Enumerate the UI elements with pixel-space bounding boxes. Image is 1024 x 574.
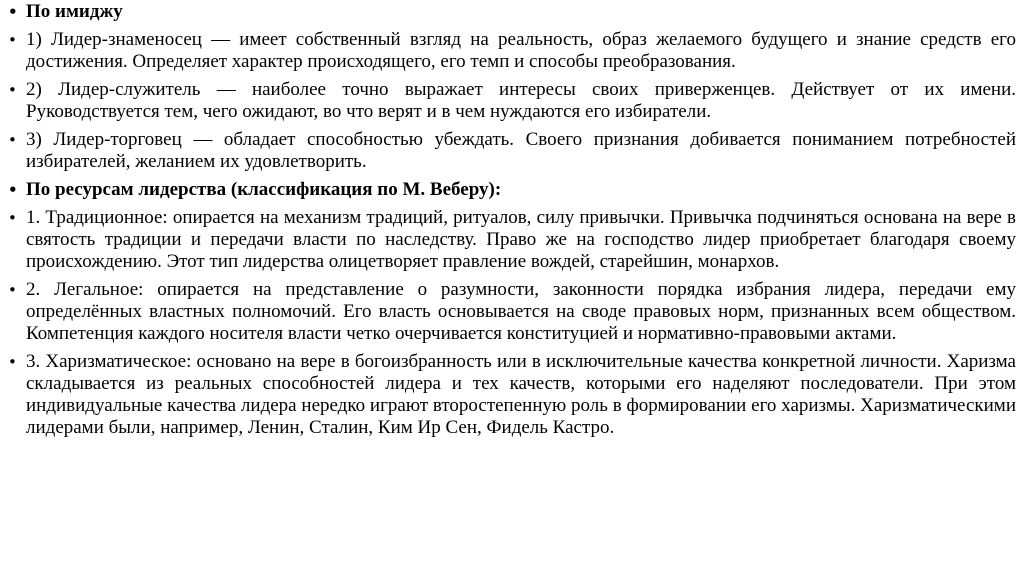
bullet-text: 3) Лидер-торговец — обладает способностью убеждать. Своего признания добивается пониманием потребностей избирателей, желанием их удовлетворить. (26, 129, 1016, 172)
bullet-text: 3. Харизматическое: основано на вере в богоизбранность или в исключительные качества конкретной личности. Харизма складывается из реальных способностей лидера и тех качеств, которыми его наделяют последователи. При этом индивидуальные качества лидера нередко играют второстепенную роль в формировании его харизмы. Харизматическими лидерами были, например, Ленин, Сталин, Ким Ир Сен, Фидель Кастро. (26, 351, 1016, 438)
bullet-list (8, 1, 1016, 439)
bullet-icon: • (8, 81, 17, 99)
bullet-item-heading-image (8, 1, 1016, 23)
bullet-item-legal (8, 279, 1016, 345)
bullet-text: 2) Лидер-служитель — наиболее точно выражает интересы своих приверженцев. Действует от их имени. Руководствуется тем, чего ожидают, во что верят и в чем нуждаются его избиратели. (26, 79, 1016, 122)
bullet-icon: • (8, 353, 17, 371)
bullet-item-traditional (8, 207, 1016, 273)
bullet-icon: • (8, 209, 17, 227)
bullet-text: 1) Лидер-знаменосец — имеет собственный взгляд на реальность, образ желаемого будущего и знание средств его достижения. Определяет характер происходящего, его темп и способы преобразования. (26, 29, 1016, 72)
bullet-icon: • (8, 131, 17, 149)
bullet-text: 2. Легальное: опирается на представление о разумности, законности порядка избрания лидера, передачи ему определённых властных полномочий. Его власть основывается на своде правовых норм, признанных всем обществом. Компетенция каждого носителя власти четко очерчивается конституцией и нормативно-правовыми актами. (26, 279, 1016, 344)
bullet-text: По ресурсам лидерства (классификация по М. Веберу): (26, 179, 502, 200)
bullet-item-servant (8, 79, 1016, 123)
bullet-item-heading-resources (8, 179, 1016, 201)
bullet-item-trader (8, 129, 1016, 173)
bullet-icon: • (8, 3, 18, 21)
bullet-text: По имиджу (26, 1, 123, 22)
bullet-icon: • (8, 181, 18, 199)
bullet-text: 1. Традиционное: опирается на механизм традиций, ритуалов, силу привычки. Привычка подчиняться основана на вере в святость традиции и передачи власти по наследству. Право же на господство лидер приобретает благодаря своему происхождению. Этот тип лидерства олицетворяет правление вождей, старейшин, монархов. (26, 207, 1016, 272)
bullet-icon: • (8, 31, 17, 49)
bullet-icon: • (8, 281, 17, 299)
bullet-item-charismatic (8, 351, 1016, 439)
bullet-item-standard-bearer (8, 29, 1016, 73)
